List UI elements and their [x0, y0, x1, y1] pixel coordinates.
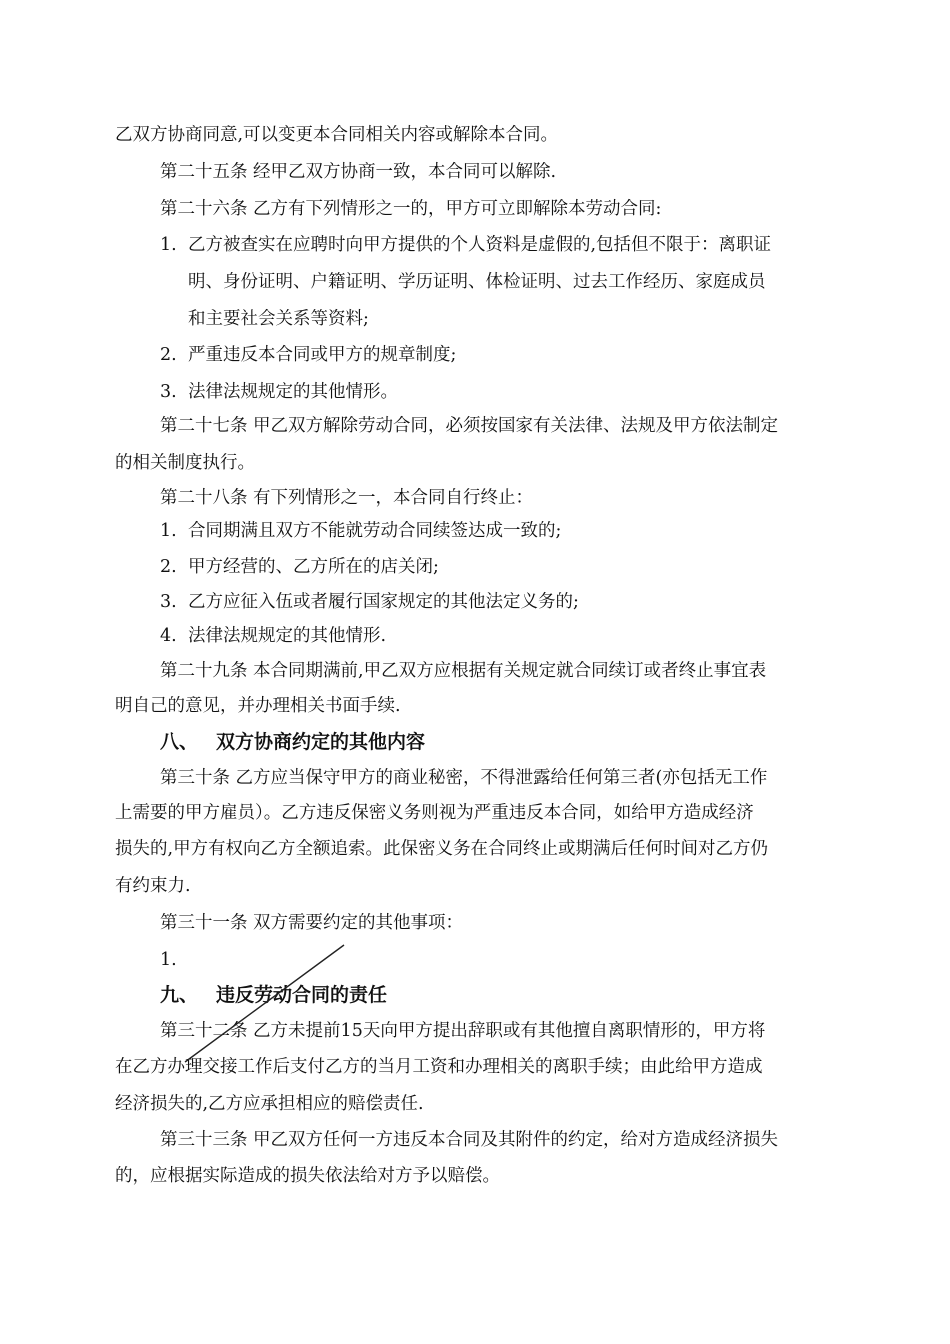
- text-line: 经济损失的,乙方应承担相应的赔偿责任.: [115, 1094, 424, 1114]
- list-number: 1.: [160, 950, 177, 970]
- text-line: 和主要社会关系等资料;: [188, 309, 369, 329]
- list-number: 3.: [160, 382, 177, 402]
- text-line: 在乙方办理交接工作后支付乙方的当月工资和办理相关的离职手续；由此给甲方造成: [115, 1057, 763, 1077]
- section-number: 八、: [160, 731, 199, 753]
- list-text: 乙方应征入伍或者履行国家规定的其他法定义务的;: [188, 592, 579, 612]
- list-number: 3.: [160, 592, 177, 612]
- section-number: 九、: [160, 984, 199, 1006]
- text-line: 乙双方协商同意,可以变更本合同相关内容或解除本合同。: [115, 125, 559, 145]
- list-text: 法律法规规定的其他情形。: [188, 382, 398, 402]
- text-line: 第二十七条 甲乙双方解除劳动合同，必须按国家有关法律、法规及甲方依法制定: [160, 416, 779, 436]
- text-line: 损失的,甲方有权向乙方全额追索。此保密义务在合同终止或期满后任何时间对乙方仍: [115, 839, 769, 859]
- list-text: 法律法规规定的其他情形.: [188, 626, 387, 646]
- list-number: 2.: [160, 345, 177, 365]
- section-title: 双方协商约定的其他内容: [216, 731, 426, 753]
- text-line: 第二十六条 乙方有下列情形之一的，甲方可立即解除本劳动合同:: [160, 199, 662, 219]
- section-title: 违反劳动合同的责任: [216, 984, 388, 1006]
- list-number: 1.: [160, 521, 177, 541]
- text-line: 的，应根据实际造成的损失依法给对方予以赔偿。: [115, 1166, 500, 1186]
- text-line: 第三十三条 甲乙双方任何一方违反本合同及其附件的约定，给对方造成经济损失: [160, 1130, 779, 1150]
- text-line: 第三十条 乙方应当保守甲方的商业秘密，不得泄露给任何第三者(亦包括无工作: [160, 768, 768, 788]
- strike-line-segment: [185, 945, 344, 1062]
- text-line: 明自己的意见，并办理相关书面手续.: [115, 696, 401, 716]
- list-number: 1.: [160, 235, 177, 255]
- text-line: 上需要的甲方雇员）。乙方违反保密义务则视为严重违反本合同，如给甲方造成经济: [115, 803, 754, 823]
- text-line: 第二十九条 本合同期满前,甲乙双方应根据有关规定就合同续订或者终止事宜表: [160, 661, 767, 681]
- text-line: 明、身份证明、户籍证明、学历证明、体检证明、过去工作经历、家庭成员: [188, 272, 766, 292]
- list-text: 甲方经营的、乙方所在的店关闭;: [188, 557, 439, 577]
- text-line: 第三十二条 乙方未提前15天向甲方提出辞职或有其他擅自离职情形的，甲方将: [160, 1021, 766, 1041]
- list-text: 合同期满且双方不能就劳动合同续签达成一致的;: [188, 521, 562, 541]
- text-line: 的相关制度执行。: [115, 453, 255, 473]
- text-line: 第二十八条 有下列情形之一，本合同自行终止：: [160, 488, 534, 508]
- list-number: 2.: [160, 557, 177, 577]
- list-number: 4.: [160, 626, 177, 646]
- list-text: 严重违反本合同或甲方的规章制度;: [188, 345, 457, 365]
- text-line: 有约束力.: [115, 876, 191, 896]
- text-line: 第二十五条 经甲乙双方协商一致，本合同可以解除.: [160, 162, 557, 182]
- text-line: 第三十一条 双方需要约定的其他事项：: [160, 913, 464, 933]
- list-text: 乙方被查实在应聘时向甲方提供的个人资料是虚假的,包括但不限于：离职证: [188, 235, 772, 255]
